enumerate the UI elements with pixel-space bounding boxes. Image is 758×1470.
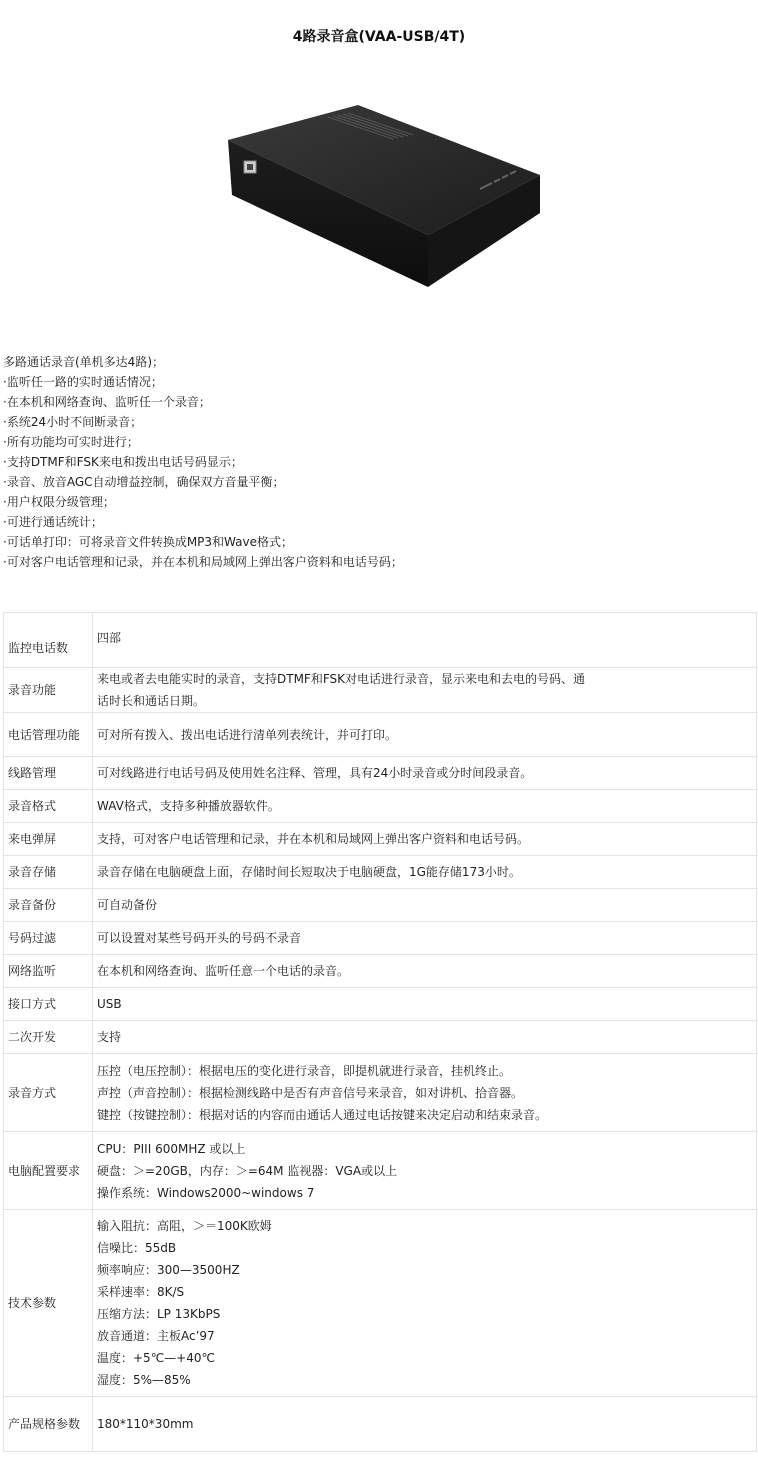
- spec-row: [4, 790, 757, 823]
- feature-item: ·在本机和网络查询、监听任一个录音；: [3, 395, 211, 409]
- spec-value: [93, 790, 757, 823]
- spec-key: 来电弹屏: [4, 823, 93, 856]
- spec-key: 录音格式: [4, 790, 93, 823]
- spec-value-line: 键控（按键控制）：根据对话的内容而由通话人通过电话按键来决定启动和结束录音。: [97, 1107, 548, 1122]
- spec-value: [93, 1132, 757, 1210]
- spec-value-line: 可对所有拨入、拨出电话进行清单列表统计，并可打印。: [97, 727, 398, 742]
- feature-item: ·可对客户电话管理和记录，并在本机和局域网上弹出客户资料和电话号码；: [3, 555, 403, 569]
- feature-item: ·可进行通话统计；: [3, 515, 103, 529]
- spec-key: 二次开发: [4, 1021, 93, 1054]
- spec-row: [4, 613, 757, 668]
- spec-value-line: 湿度：5%—85%: [97, 1373, 191, 1387]
- spec-value-line: 温度：+5℃—+40℃: [97, 1351, 215, 1365]
- spec-key: 号码过滤: [4, 922, 93, 955]
- spec-key: 技术参数: [4, 1210, 93, 1397]
- spec-value-line: 来电或者去电能实时的录音，支持DTMF和FSK对电话进行录音，显示来电和去电的号码、通: [97, 672, 586, 686]
- spec-value-line: 话时长和通话日期。: [97, 694, 206, 708]
- spec-value-line: 录音存储在电脑硬盘上面，存储时间长短取决于电脑硬盘，1G能存储173小时。: [97, 865, 521, 879]
- spec-value: [93, 713, 757, 757]
- spec-row: [4, 889, 757, 922]
- spec-value-line: 输入阻抗：高阻，＞＝100K欧姆: [97, 1219, 272, 1233]
- spec-row: [4, 1132, 757, 1210]
- spec-row: [4, 1210, 757, 1397]
- spec-key: 线路管理: [4, 757, 93, 790]
- spec-value: [93, 1021, 757, 1054]
- spec-key: 录音备份: [4, 889, 93, 922]
- feature-item: ·支持DTMF和FSK来电和拨出电话号码显示；: [3, 455, 243, 469]
- spec-value-line: 采样速率：8K/S: [97, 1285, 185, 1299]
- spec-row: [4, 713, 757, 757]
- feature-item: ·所有功能均可实时进行；: [3, 435, 139, 449]
- page-title: 4路录音盒(VAA-USB/4T): [292, 29, 466, 45]
- spec-value-line: 可以设置对某些号码开头的号码不录音: [97, 931, 302, 945]
- spec-value-line: 放音通道：主板Ac’97: [97, 1329, 215, 1343]
- spec-value: [93, 823, 757, 856]
- spec-row: [4, 856, 757, 889]
- spec-value-line: 信噪比：55dB: [97, 1241, 177, 1255]
- spec-key: 录音存储: [4, 856, 93, 889]
- spec-row: [4, 1054, 757, 1132]
- spec-value: [93, 922, 757, 955]
- feature-item: ·系统24小时不间断录音；: [3, 415, 143, 429]
- feature-item: 多路通话录音(单机多达4路)；: [3, 355, 164, 369]
- spec-value-line: 压控（电压控制）：根据电压的变化进行录音，即提机就进行录音，挂机终止。: [97, 1063, 512, 1078]
- spec-value-line: CPU：PIII 600MHZ 或以上: [97, 1141, 246, 1156]
- spec-table: [3, 612, 757, 1452]
- spec-row: [4, 1397, 757, 1452]
- spec-row: [4, 757, 757, 790]
- spec-key: 录音方式: [4, 1054, 93, 1132]
- spec-value: [93, 1210, 757, 1397]
- spec-key: 产品规格参数: [4, 1397, 93, 1452]
- spec-row: [4, 1021, 757, 1054]
- spec-key: 接口方式: [4, 988, 93, 1021]
- feature-item: ·监听任一路的实时通话情况；: [3, 375, 163, 389]
- spec-value-line: WAV格式，支持多种播放器软件。: [97, 799, 280, 813]
- spec-value-line: 180*110*30mm: [97, 1417, 194, 1431]
- feature-item: ·用户权限分级管理；: [3, 495, 115, 509]
- spec-key: 监控电话数: [4, 613, 93, 668]
- spec-key: 网络监听: [4, 955, 93, 988]
- feature-item: ·录音、放音AGC自动增益控制，确保双方音量平衡；: [3, 475, 285, 489]
- spec-value-line: 在本机和网络查询、监听任意一个电话的录音。: [97, 964, 350, 978]
- spec-value-line: 频率响应：300—3500HZ: [97, 1263, 240, 1277]
- spec-value: [93, 668, 757, 713]
- spec-key: 录音功能: [4, 668, 93, 713]
- spec-value-line: 操作系统：Windows2000~windows 7: [97, 1185, 315, 1200]
- spec-value-line: 四部: [97, 631, 122, 645]
- spec-value: [93, 856, 757, 889]
- spec-value-line: USB: [97, 997, 122, 1011]
- spec-row: [4, 988, 757, 1021]
- spec-value: [93, 613, 757, 668]
- spec-value-line: 硬盘：＞=20GB，内存：＞=64M 监视器：VGA或以上: [97, 1163, 398, 1178]
- spec-key: 电脑配置要求: [4, 1132, 93, 1210]
- spec-value: [93, 757, 757, 790]
- spec-row: [4, 955, 757, 988]
- spec-value: [93, 1397, 757, 1452]
- spec-row: [4, 922, 757, 955]
- spec-key: 电话管理功能: [4, 713, 93, 757]
- spec-row: [4, 668, 757, 713]
- spec-value-line: 可对线路进行电话号码及使用姓名注释、管理，具有24小时录音或分时间段录音。: [97, 766, 533, 780]
- spec-value-line: 支持: [97, 1030, 122, 1044]
- spec-value-line: 支持，可对客户电话管理和记录，并在本机和局域网上弹出客户资料和电话号码。: [97, 832, 530, 846]
- spec-value: [93, 988, 757, 1021]
- feature-item: ·可话单打印：可将录音文件转换成MP3和Wave格式；: [3, 535, 293, 549]
- feature-list: [3, 352, 743, 572]
- product-image: [218, 95, 548, 295]
- spec-row: [4, 823, 757, 856]
- spec-value: [93, 889, 757, 922]
- spec-value-line: 压缩方法：LP 13KbPS: [97, 1307, 221, 1321]
- spec-value-line: 可自动备份: [97, 898, 158, 912]
- spec-value-line: 声控（声音控制）：根据检测线路中是否有声音信号来录音，如对讲机、拾音器。: [97, 1085, 524, 1100]
- spec-value: [93, 955, 757, 988]
- spec-value: [93, 1054, 757, 1132]
